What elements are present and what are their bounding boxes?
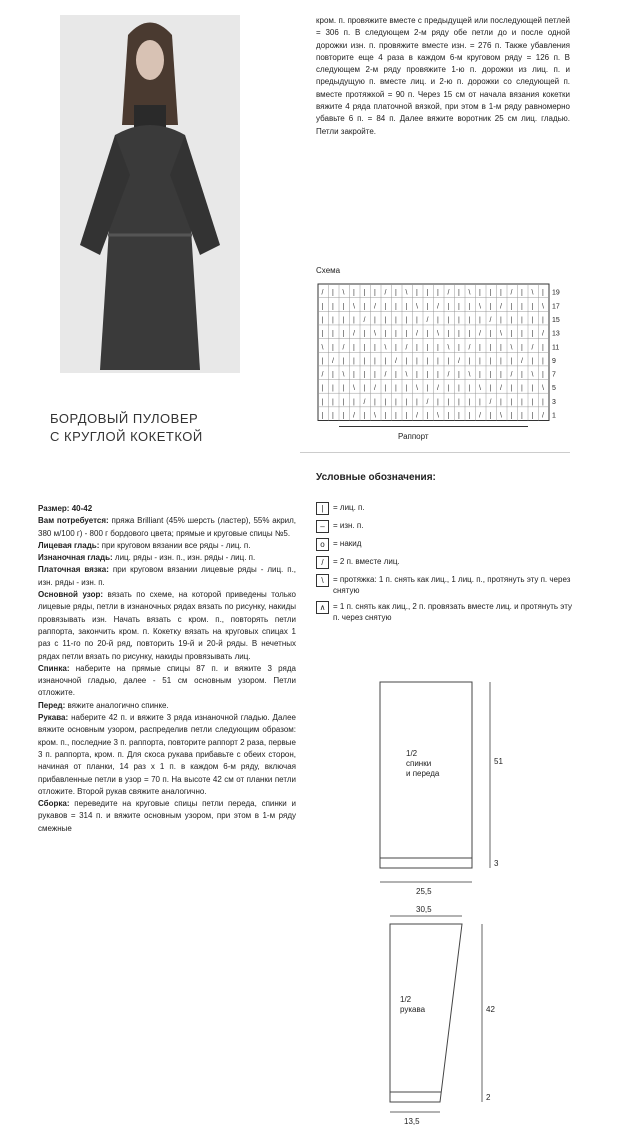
chart-cell-symbol: \ bbox=[531, 289, 534, 297]
chart-cell-symbol: / bbox=[521, 357, 523, 365]
chart-cell-symbol: | bbox=[384, 303, 387, 311]
chart-cell-symbol: \ bbox=[542, 385, 544, 393]
chart-cell-symbol: | bbox=[542, 289, 544, 297]
chart-cell-symbol: | bbox=[447, 316, 450, 324]
chart-cell-symbol: | bbox=[458, 412, 460, 420]
main-pattern-label: Основной узор: bbox=[38, 590, 104, 600]
reverse-label: Изнаночная гладь: bbox=[38, 553, 113, 563]
dim-width: 25,5 bbox=[416, 887, 432, 896]
knitting-chart bbox=[316, 280, 570, 430]
chart-cell-symbol: | bbox=[342, 303, 345, 311]
chart-cell-symbol: | bbox=[510, 357, 513, 365]
chart-cell-symbol: | bbox=[437, 371, 439, 379]
chart-cell-symbol: | bbox=[531, 412, 534, 420]
chart-cell-symbol: | bbox=[521, 316, 523, 324]
chart-cell-symbol: / bbox=[426, 316, 429, 324]
chart-cell-symbol: / bbox=[437, 385, 439, 393]
chart-cell-symbol: \ bbox=[353, 303, 355, 311]
chart-cell-symbol: | bbox=[342, 330, 345, 338]
materials-text: пряжа Brilliant (45% шерсть (ластер), 55% акрил, 380 м/100 г) - 800 г бордового цвета; прямые и круговые спицы №5. bbox=[38, 516, 297, 538]
chart-cell-symbol: | bbox=[426, 412, 429, 420]
chart-cell-symbol: \ bbox=[531, 371, 534, 379]
chart-row-number: 13 bbox=[552, 330, 560, 338]
legend-item bbox=[316, 556, 576, 569]
chart-cell-symbol: / bbox=[395, 357, 397, 365]
chart-cell-symbol: | bbox=[458, 371, 460, 379]
chart-cell-symbol: | bbox=[521, 385, 523, 393]
back-text: наберите на прямые спицы 87 п. и вяжите 3 ряда изнаночной гладью, далее - 51 см основным узором. Петли отложите. bbox=[38, 663, 296, 698]
chart-cell-symbol: | bbox=[521, 398, 523, 406]
legend-text: = 2 п. вместе лиц. bbox=[333, 557, 400, 566]
chart-row-number: 7 bbox=[552, 371, 556, 379]
chart-cell-symbol: / bbox=[353, 412, 355, 420]
chart-cell-symbol: | bbox=[384, 398, 387, 406]
back-label-2: спинки bbox=[406, 759, 432, 768]
chart-cell-symbol: \ bbox=[353, 385, 355, 393]
legend-text: = 1 п. снять как лиц., 2 п. провязать вместе лиц. и протянуть эту п. через снятую bbox=[333, 602, 572, 622]
skp-icon: \ bbox=[316, 574, 329, 587]
chart-cell-symbol: | bbox=[416, 316, 418, 324]
reverse-text: лиц. ряды - изн. п., изн. ряды - лиц. п. bbox=[114, 553, 256, 563]
instructions-right bbox=[316, 15, 570, 138]
chart-cell-symbol: | bbox=[384, 385, 387, 393]
chart-cell-symbol: | bbox=[342, 316, 345, 324]
chart-cell-symbol: \ bbox=[479, 385, 481, 393]
chart-cell-symbol: | bbox=[353, 371, 355, 379]
chart-cell-symbol: | bbox=[405, 385, 408, 393]
chart-cell-symbol: | bbox=[342, 412, 345, 420]
chart-cell-symbol: | bbox=[468, 385, 471, 393]
chart-cell-symbol: | bbox=[437, 357, 439, 365]
chart-cell-symbol: | bbox=[395, 398, 397, 406]
chart-cell-symbol: | bbox=[458, 385, 460, 393]
chart-cell-symbol: | bbox=[395, 303, 397, 311]
chart-cell-symbol: | bbox=[395, 385, 397, 393]
chart-cell-symbol: | bbox=[332, 316, 334, 324]
yarn-over-icon: o bbox=[316, 538, 329, 551]
legend-text: = лиц. п. bbox=[333, 503, 365, 512]
chart-cell-symbol: | bbox=[395, 316, 397, 324]
chart-cell-symbol: | bbox=[416, 344, 418, 352]
chart-cell-symbol: | bbox=[479, 289, 481, 297]
chart-cell-symbol: \ bbox=[321, 344, 324, 352]
chart-cell-symbol: | bbox=[384, 330, 387, 338]
chart-cell-symbol: | bbox=[374, 316, 376, 324]
sleeve-label: Рукава: bbox=[38, 713, 69, 723]
chart-row-number: 3 bbox=[552, 398, 556, 406]
chart-cell-symbol: \ bbox=[405, 371, 408, 379]
chart-cell-symbol: | bbox=[468, 303, 471, 311]
chart-cell-symbol: | bbox=[437, 398, 439, 406]
chart-cell-symbol: | bbox=[531, 303, 534, 311]
chart-cell-symbol: \ bbox=[468, 289, 471, 297]
chart-cell-symbol: / bbox=[321, 371, 324, 379]
chart-cell-symbol: | bbox=[531, 316, 534, 324]
chart-cell-symbol: / bbox=[353, 330, 355, 338]
chart-cell-symbol: | bbox=[405, 357, 408, 365]
chart-cell-symbol: \ bbox=[342, 371, 345, 379]
chart-cell-symbol: | bbox=[479, 344, 481, 352]
chart-cell-symbol: | bbox=[405, 330, 408, 338]
chart-cell-symbol: | bbox=[531, 398, 534, 406]
chart-cell-symbol: | bbox=[489, 357, 492, 365]
sleeve-label-1: 1/2 bbox=[400, 995, 412, 1004]
chart-label: Схема bbox=[316, 266, 341, 275]
chart-cell-symbol: | bbox=[500, 316, 502, 324]
chart-cell-symbol: | bbox=[447, 357, 450, 365]
chart-cell-symbol: | bbox=[321, 398, 324, 406]
chart-cell-symbol: | bbox=[510, 398, 513, 406]
chart-cell-symbol: / bbox=[384, 371, 387, 379]
chart-cell-symbol: | bbox=[458, 344, 460, 352]
chart-cell-symbol: | bbox=[321, 316, 324, 324]
chart-cell-symbol: | bbox=[521, 412, 523, 420]
chart-row-number: 9 bbox=[552, 357, 556, 365]
legend-text: = изн. п. bbox=[333, 521, 364, 530]
stockinette-label: Лицевая гладь: bbox=[38, 540, 100, 550]
chart-cell-symbol: | bbox=[342, 385, 345, 393]
chart-cell-symbol: | bbox=[395, 344, 397, 352]
instructions-left bbox=[38, 503, 296, 835]
stockinette-text: при круговом вязании все ряды - лиц. п. bbox=[101, 540, 251, 550]
chart-cell-symbol: | bbox=[479, 316, 481, 324]
chart-cell-symbol: \ bbox=[416, 385, 418, 393]
chart-cell-symbol: | bbox=[374, 289, 376, 297]
chart-cell-symbol: | bbox=[489, 385, 492, 393]
chart-cell-symbol: | bbox=[353, 398, 355, 406]
chart-cell-symbol: | bbox=[510, 412, 513, 420]
chart-cell-symbol: | bbox=[363, 412, 366, 420]
chart-cell-symbol: | bbox=[374, 357, 376, 365]
k2tog-icon: / bbox=[316, 556, 329, 569]
chart-cell-symbol: | bbox=[416, 371, 418, 379]
chart-cell-symbol: | bbox=[332, 289, 334, 297]
chart-cell-symbol: | bbox=[426, 357, 429, 365]
chart-cell-symbol: \ bbox=[416, 303, 418, 311]
chart-cell-symbol: | bbox=[353, 316, 355, 324]
dim-2: 2 bbox=[486, 1093, 491, 1102]
chart-cell-symbol: \ bbox=[510, 344, 513, 352]
chart-cell-symbol: | bbox=[542, 344, 544, 352]
chart-cell-symbol: | bbox=[500, 344, 502, 352]
legend bbox=[316, 502, 576, 628]
chart-cell-symbol: / bbox=[542, 412, 544, 420]
chart-row-number: 1 bbox=[552, 412, 556, 420]
chart-cell-symbol: | bbox=[374, 398, 376, 406]
sleeve-text: наберите 42 п. и вяжите 3 ряда изнаночной гладью. Далее вяжите основным узором, распределив петли следующим образом: кром. п., последние 3 п. раппорта, повторите раппорт 2 раза, первые 3 п. раппорта, кром. п. Для скоса рукава прибавьте с обеих сторон, начиная от планки, 14 раз x 1 п. в каждом 6-м ряду, включая прибавленные петли в узор = 70 п. На высоте 42 см от планки петли отложите. Второй рукав свяжите аналогично. bbox=[38, 713, 296, 796]
chart-cell-symbol: | bbox=[521, 344, 523, 352]
chart-cell-symbol: | bbox=[353, 357, 355, 365]
chart-cell-symbol: | bbox=[531, 330, 534, 338]
chart-cell-symbol: / bbox=[531, 344, 534, 352]
assembly-continued: кром. п. провяжите вместе с предыдущей или последующей петлей = 306 п. В следующем 2-м ряду обе петли до и после одной дорожки изн. п. провяжите вместе изн. = 276 п. Также убавления повторите еще 4 раза в каждом 6-м круговом ряду = 126 п. В следующем 2-м ряду провяжите 1-ю п. дорожки из лиц. п. и предыдущую п. вместе лиц. и 2-ю п. дорожки со следующей п. вместе протяжкой = 90 п. Через 15 см от начала вязания кокетки вяжите 4 ряда платочной вязкой, при этом в 1-м ряду равномерно убавьте 6 п. = 84 п. Далее вяжите воротник 25 см лиц. гладью. Петли закройте. bbox=[316, 16, 570, 136]
chart-cell-symbol: / bbox=[447, 289, 450, 297]
chart-cell-symbol: | bbox=[332, 371, 334, 379]
chart-cell-symbol: | bbox=[510, 330, 513, 338]
dim-51: 51 bbox=[494, 757, 503, 766]
chart-cell-symbol: | bbox=[521, 371, 523, 379]
chart-cell-symbol: | bbox=[332, 412, 334, 420]
chart-cell-symbol: | bbox=[416, 357, 418, 365]
back-label: Спинка: bbox=[38, 663, 70, 673]
chart-cell-symbol: | bbox=[426, 385, 429, 393]
chart-cell-symbol: | bbox=[332, 385, 334, 393]
chart-cell-symbol: | bbox=[447, 303, 450, 311]
chart-cell-symbol: | bbox=[426, 344, 429, 352]
chart-cell-symbol: | bbox=[321, 303, 324, 311]
chart-cell-symbol: \ bbox=[542, 303, 544, 311]
section-divider bbox=[300, 452, 570, 453]
chart-cell-symbol: \ bbox=[384, 344, 387, 352]
chart-cell-symbol: / bbox=[363, 316, 366, 324]
materials-label: Вам потребуется: bbox=[38, 516, 109, 526]
chart-cell-symbol: | bbox=[384, 357, 387, 365]
chart-caption: Раппорт bbox=[398, 432, 429, 441]
dim-bottom: 13,5 bbox=[404, 1117, 420, 1126]
chart-cell-symbol: | bbox=[416, 289, 418, 297]
garter-text: при круговом вязании лицевые ряды - лиц. п., изн. ряды - изн. п. bbox=[38, 565, 297, 587]
chart-cell-symbol: / bbox=[384, 289, 387, 297]
chart-cell-symbol: | bbox=[363, 371, 366, 379]
chart-cell-symbol: / bbox=[374, 303, 376, 311]
chart-cell-symbol: | bbox=[374, 371, 376, 379]
chart-cell-symbol: | bbox=[500, 398, 502, 406]
chart-cell-symbol: / bbox=[468, 344, 471, 352]
sleeve-label-2: рукава bbox=[400, 1005, 426, 1014]
chart-cell-symbol: | bbox=[374, 344, 376, 352]
chart-cell-symbol: | bbox=[405, 398, 408, 406]
chart-row-number: 11 bbox=[552, 344, 560, 352]
chart-cell-symbol: | bbox=[363, 330, 366, 338]
chart-cell-symbol: | bbox=[405, 316, 408, 324]
chart-row-number: 19 bbox=[552, 289, 560, 297]
chart-cell-symbol: | bbox=[395, 289, 397, 297]
chart-cell-symbol: \ bbox=[405, 289, 408, 297]
chart-cell-symbol: | bbox=[395, 412, 397, 420]
chart-cell-symbol: / bbox=[363, 398, 366, 406]
chart-cell-symbol: | bbox=[542, 398, 544, 406]
chart-cell-symbol: | bbox=[500, 289, 502, 297]
chart-cell-symbol: / bbox=[500, 385, 502, 393]
chart-cell-symbol: | bbox=[384, 316, 387, 324]
chart-cell-symbol: | bbox=[468, 398, 471, 406]
chart-cell-symbol: / bbox=[426, 398, 429, 406]
chart-cell-symbol: | bbox=[458, 303, 460, 311]
chart-cell-symbol: | bbox=[468, 330, 471, 338]
chart-cell-symbol: \ bbox=[500, 330, 502, 338]
front-text: вяжите аналогично спинке. bbox=[67, 700, 169, 710]
back-label-3: и переда bbox=[406, 769, 440, 778]
chart-cell-symbol: | bbox=[395, 330, 397, 338]
chart-cell-symbol: | bbox=[458, 316, 460, 324]
chart-cell-symbol: | bbox=[531, 357, 534, 365]
assembly-label: Сборка: bbox=[38, 799, 70, 809]
chart-cell-symbol: | bbox=[395, 371, 397, 379]
chart-cell-symbol: | bbox=[342, 357, 345, 365]
chart-cell-symbol: | bbox=[468, 357, 471, 365]
legend-item bbox=[316, 520, 576, 533]
chart-cell-symbol: | bbox=[479, 371, 481, 379]
chart-cell-symbol: | bbox=[426, 289, 429, 297]
chart-cell-symbol: | bbox=[458, 330, 460, 338]
chart-cell-symbol: | bbox=[531, 385, 534, 393]
chart-cell-symbol: / bbox=[510, 371, 513, 379]
chart-cell-symbol: / bbox=[416, 330, 418, 338]
chart-cell-symbol: / bbox=[500, 303, 502, 311]
chart-cell-symbol: \ bbox=[437, 330, 439, 338]
chart-cell-symbol: \ bbox=[437, 412, 439, 420]
chart-cell-symbol: | bbox=[405, 303, 408, 311]
chart-cell-symbol: | bbox=[384, 412, 387, 420]
title-line-1: БОРДОВЫЙ ПУЛОВЕР bbox=[50, 411, 199, 426]
back-label-1: 1/2 bbox=[406, 749, 418, 758]
chart-cell-symbol: \ bbox=[342, 289, 345, 297]
chart-cell-symbol: / bbox=[479, 412, 481, 420]
chart-cell-symbol: | bbox=[447, 330, 450, 338]
dim-42: 42 bbox=[486, 1005, 495, 1014]
chart-cell-symbol: | bbox=[437, 316, 439, 324]
chart-cell-symbol: / bbox=[332, 357, 334, 365]
pattern-title bbox=[50, 410, 290, 446]
chart-cell-symbol: | bbox=[332, 303, 334, 311]
chart-cell-symbol: | bbox=[500, 357, 502, 365]
chart-cell-symbol: | bbox=[489, 412, 492, 420]
sk2p-icon: ∧ bbox=[316, 601, 329, 614]
model-photo bbox=[60, 15, 240, 373]
chart-cell-symbol: | bbox=[510, 316, 513, 324]
chart-cell-symbol: | bbox=[405, 412, 408, 420]
front-label: Перед: bbox=[38, 700, 66, 710]
legend-item bbox=[316, 601, 576, 623]
chart-cell-symbol: | bbox=[321, 385, 324, 393]
chart-cell-symbol: | bbox=[489, 303, 492, 311]
chart-cell-symbol: | bbox=[363, 385, 366, 393]
chart-row-number: 5 bbox=[552, 385, 556, 393]
chart-cell-symbol: \ bbox=[500, 412, 502, 420]
chart-cell-symbol: | bbox=[542, 357, 544, 365]
chart-cell-symbol: \ bbox=[374, 330, 376, 338]
chart-cell-symbol: / bbox=[416, 412, 418, 420]
chart-cell-symbol: / bbox=[342, 344, 345, 352]
chart-cell-symbol: | bbox=[332, 330, 334, 338]
garment-schematic bbox=[370, 672, 530, 1132]
chart-cell-symbol: / bbox=[510, 289, 513, 297]
chart-cell-symbol: / bbox=[542, 330, 544, 338]
chart-cell-symbol: | bbox=[342, 398, 345, 406]
chart-cell-symbol: | bbox=[521, 289, 523, 297]
chart-cell-symbol: | bbox=[353, 289, 355, 297]
chart-cell-symbol: | bbox=[542, 316, 544, 324]
chart-cell-symbol: | bbox=[321, 412, 324, 420]
chart-cell-symbol: / bbox=[374, 385, 376, 393]
legend-item bbox=[316, 574, 576, 596]
chart-cell-symbol: | bbox=[468, 412, 471, 420]
chart-cell-symbol: | bbox=[416, 398, 418, 406]
chart-cell-symbol: | bbox=[426, 330, 429, 338]
chart-cell-symbol: | bbox=[437, 344, 439, 352]
chart-cell-symbol: | bbox=[332, 398, 334, 406]
legend-item bbox=[316, 538, 576, 551]
legend-title: Условные обозначения: bbox=[316, 472, 436, 483]
chart-cell-symbol: | bbox=[500, 371, 502, 379]
chart-cell-symbol: | bbox=[426, 303, 429, 311]
chart-cell-symbol: | bbox=[489, 289, 492, 297]
chart-cell-symbol: | bbox=[447, 398, 450, 406]
chart-cell-symbol: | bbox=[510, 303, 513, 311]
chart-cell-symbol: | bbox=[542, 371, 544, 379]
chart-cell-symbol: | bbox=[458, 289, 460, 297]
chart-cell-symbol: | bbox=[489, 344, 492, 352]
legend-text: = накид bbox=[333, 539, 362, 548]
dim-top: 30,5 bbox=[416, 905, 432, 914]
chart-cell-symbol: | bbox=[437, 289, 439, 297]
chart-cell-symbol: | bbox=[468, 316, 471, 324]
chart-cell-symbol: / bbox=[447, 371, 450, 379]
chart-cell-symbol: | bbox=[447, 412, 450, 420]
chart-cell-symbol: | bbox=[426, 371, 429, 379]
chart-cell-symbol: | bbox=[363, 303, 366, 311]
dim-3: 3 bbox=[494, 859, 499, 868]
chart-cell-symbol: | bbox=[353, 344, 355, 352]
legend-text: = протяжка: 1 п. снять как лиц., 1 лиц. п., протянуть эту п. через снятую bbox=[333, 575, 571, 595]
chart-cell-symbol: \ bbox=[447, 344, 450, 352]
chart-cell-symbol: | bbox=[510, 385, 513, 393]
chart-cell-symbol: | bbox=[489, 371, 492, 379]
chart-cell-symbol: / bbox=[479, 330, 481, 338]
chart-cell-symbol: | bbox=[521, 303, 523, 311]
legend-item bbox=[316, 502, 576, 515]
chart-cell-symbol: | bbox=[458, 398, 460, 406]
chart-cell-symbol: | bbox=[479, 398, 481, 406]
chart-row-number: 15 bbox=[552, 316, 560, 324]
chart-cell-symbol: | bbox=[321, 330, 324, 338]
chart-cell-symbol: \ bbox=[479, 303, 481, 311]
chart-cell-symbol: / bbox=[458, 357, 460, 365]
knit-stitch-icon: | bbox=[316, 502, 329, 515]
chart-cell-symbol: / bbox=[489, 316, 492, 324]
chart-cell-symbol: \ bbox=[468, 371, 471, 379]
chart-cell-symbol: \ bbox=[374, 412, 376, 420]
title-line-2: С КРУГЛОЙ КОКЕТКОЙ bbox=[50, 429, 203, 444]
chart-cell-symbol: | bbox=[479, 357, 481, 365]
main-pattern-text: вязать по схеме, на которой приведены только лицевые ряды, петли в изнаночных рядах вязать по рисунку, накиды провязывать изн. Начать вязать с кром. п., повторять петли раппорта, закончить кром. п. Кокетку вязать на круговых спицах 1 раз с 11-го по 20-й ряд, повторить 19-й и 20-й ряды. В нечетных рядах петли вязать по рисунку, накиды провязывать лиц. bbox=[38, 590, 296, 661]
chart-cell-symbol: / bbox=[405, 344, 408, 352]
chart-cell-symbol: | bbox=[332, 344, 334, 352]
chart-cell-symbol: / bbox=[321, 289, 324, 297]
chart-cell-symbol: | bbox=[321, 357, 324, 365]
garter-label: Платочная вязка: bbox=[38, 565, 109, 575]
chart-cell-symbol: | bbox=[363, 344, 366, 352]
chart-cell-symbol: | bbox=[447, 385, 450, 393]
chart-cell-symbol: | bbox=[363, 289, 366, 297]
chart-cell-symbol: / bbox=[437, 303, 439, 311]
chart-cell-symbol: | bbox=[363, 357, 366, 365]
size-label: Размер: 40-42 bbox=[38, 504, 93, 513]
purl-stitch-icon: – bbox=[316, 520, 329, 533]
assembly-text: переведите на круговые спицы петли переда, спинки и рукавов = 314 п. и вяжите основным узором, при этом в 1-м ряду смежные bbox=[38, 799, 296, 833]
chart-cell-symbol: / bbox=[489, 398, 492, 406]
chart-row-number: 17 bbox=[552, 303, 560, 311]
chart-cell-symbol: | bbox=[521, 330, 523, 338]
chart-cell-symbol: | bbox=[489, 330, 492, 338]
